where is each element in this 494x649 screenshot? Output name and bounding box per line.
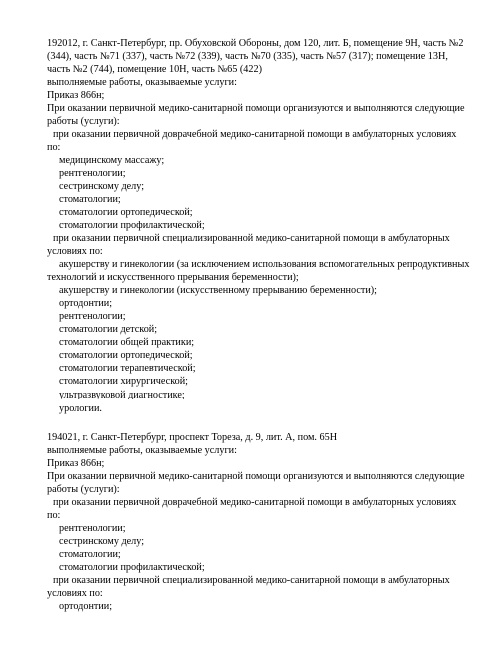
section1-address-line1: 192012, г. Санкт-Петербург, пр. Обуховской Обороны, дом 120, лит. Б, помещение 9Н, часть №2 — [47, 38, 464, 49]
section1-works-label: выполняемые работы, оказываемые услуги: — [47, 77, 237, 88]
section1-specialized-line2: условиях по: — [47, 246, 103, 257]
list-item: стоматологии; — [59, 549, 121, 560]
list-item: ортодонтии; — [59, 601, 113, 612]
section1-primary-care-line1: При оказании первичной медико-санитарной помощи организуются и выполняются следующие — [47, 103, 465, 114]
list-item: ортодонтии; — [59, 298, 113, 309]
section1-specialized-item1-line2: технологий и искусственного прерывания беременности); — [47, 272, 299, 283]
list-item: стоматологии детской; — [59, 324, 158, 335]
section2-specialized-line2: условиях по: — [47, 588, 103, 599]
list-item: акушерству и гинекологии (искусственному прерыванию беременности); — [59, 285, 377, 296]
section1-primary-care-line2: работы (услуги): — [47, 116, 120, 127]
section1-prehospital-line2: по: — [47, 142, 61, 153]
section1-address-line3: часть №2 (744), помещение 10Н, часть №65 (422) — [47, 64, 262, 75]
list-item-clipped: ультразвуковой диагностике; — [59, 390, 185, 399]
list-item: рентгенологии; — [59, 311, 126, 322]
section2-primary-care-line1: При оказании первичной медико-санитарной помощи организуются и выполняются следующие — [47, 471, 465, 482]
section2-order: Приказ 866н; — [47, 458, 105, 469]
list-item: сестринскому делу; — [59, 181, 145, 192]
section2-prehospital-line1: при оказании первичной доврачебной медико-санитарной помощи в амбулаторных условиях — [53, 497, 457, 508]
list-item: стоматологии ортопедической; — [59, 350, 193, 361]
list-item: стоматологии профилактической; — [59, 220, 205, 231]
list-item: стоматологии терапевтической; — [59, 363, 196, 374]
list-item: стоматологии; — [59, 194, 121, 205]
list-item: стоматологии хирургической; — [59, 376, 189, 387]
section2-specialized-line1: при оказании первичной специализированной медико-санитарной помощи в амбулаторных — [53, 575, 450, 586]
list-item: стоматологии ортопедической; — [59, 207, 193, 218]
list-item: урологии. — [59, 403, 102, 414]
section1-specialized-item1-line1: акушерству и гинекологии (за исключением использования вспомогательных репродуктивных — [59, 259, 470, 270]
section2-works-label: выполняемые работы, оказываемые услуги: — [47, 445, 237, 456]
section1-prehospital-line1: при оказании первичной доврачебной медико-санитарной помощи в амбулаторных условиях — [53, 129, 457, 140]
section2-prehospital-line2: по: — [47, 510, 61, 521]
list-item: сестринскому делу; — [59, 536, 145, 547]
list-item: медицинскому массажу; — [59, 155, 165, 166]
list-item: стоматологии общей практики; — [59, 337, 195, 348]
section2-address-line1: 194021, г. Санкт-Петербург, проспект Тореза, д. 9, лит. А, пом. 65Н — [47, 432, 338, 443]
section1-order: Приказ 866н; — [47, 90, 105, 101]
list-item: рентгенологии; — [59, 523, 126, 534]
section2-primary-care-line2: работы (услуги): — [47, 484, 120, 495]
list-item: рентгенологии; — [59, 168, 126, 179]
list-item: стоматологии профилактической; — [59, 562, 205, 573]
section1-address-line2: (344), часть №71 (337), часть №72 (339), часть №70 (335), часть №57 (317); помещение 13Н, — [47, 51, 448, 62]
section1-specialized-line1: при оказании первичной специализированной медико-санитарной помощи в амбулаторных — [53, 233, 450, 244]
